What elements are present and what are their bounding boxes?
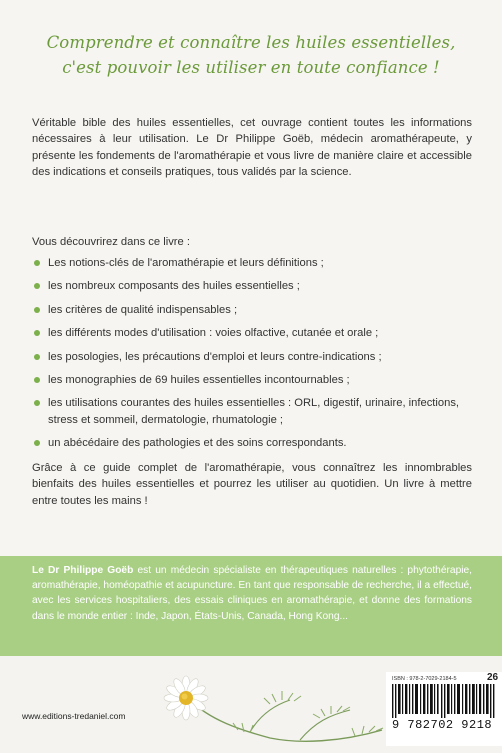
isbn-label: ISBN : 978-2-7029-2184-5	[392, 676, 457, 682]
list-item: les critères de qualité indispensables ;	[32, 302, 472, 318]
tagline-line-2: c'est pouvoir les utiliser en toute confiance !	[62, 58, 440, 77]
list-item: un abécédaire des pathologies et des soins correspondants.	[32, 435, 472, 451]
lead-sentence: Vous découvrirez dans ce livre :	[32, 236, 190, 248]
tagline-line-1: Comprendre et connaître les huiles essentielles,	[46, 33, 456, 52]
author-bio	[32, 563, 472, 624]
bullet-dot-icon	[34, 440, 40, 446]
feature-list	[32, 255, 472, 459]
barcode-number: 9 782702 9218	[392, 718, 493, 732]
author-name: Le Dr Philippe Goëb	[32, 565, 134, 576]
bullet-dot-icon	[34, 260, 40, 266]
barcode-icon	[392, 684, 498, 718]
tagline	[24, 30, 478, 80]
bullet-dot-icon	[34, 377, 40, 383]
chamomile-flower-icon	[150, 660, 390, 750]
price-label: 26	[487, 672, 499, 683]
list-item: les différents modes d'utilisation : voies olfactive, cutanée et orale ;	[32, 325, 472, 341]
closing-paragraph: Grâce à ce guide complet de l'aromathérapie, vous connaîtrez les innombrables bienfaits des huiles essentielles et pourrez les utiliser au quotidien. Un livre à mettre entre toutes les mains !	[32, 462, 472, 507]
list-item: les nombreux composants des huiles essentielles ;	[32, 278, 472, 294]
list-item: les posologies, les précautions d'emploi et leurs contre-indications ;	[32, 349, 472, 365]
author-bio-text: est un médecin spécialiste en thérapeutiques naturelles : phytothérapie, aromathérapie, homéopathie et acupuncture. En tant que responsable de recherche, il a effectué, avec les services hospitaliers, des essais cliniques en aromathérapie, et donne des formations dans le monde entier : Inde, Japon, États-Unis, Canada, Hong Kong...	[32, 565, 472, 622]
publisher-website[interactable]: www.editions-tredaniel.com	[22, 711, 126, 721]
bullet-dot-icon	[34, 400, 40, 406]
bullet-dot-icon	[34, 354, 40, 360]
bullet-dot-icon	[34, 283, 40, 289]
list-item: les monographies de 69 huiles essentielles incontournables ;	[32, 372, 472, 388]
bullet-dot-icon	[34, 330, 40, 336]
bullet-dot-icon	[34, 307, 40, 313]
list-item: Les notions-clés de l'aromathérapie et leurs définitions ;	[32, 255, 472, 271]
list-item: les utilisations courantes des huiles essentielles : ORL, digestif, urinaire, infections, stress et sommeil, dermatologie, rhumatologie ;	[32, 395, 472, 428]
intro-paragraph: Véritable bible des huiles essentielles, cet ouvrage contient toutes les informations nécessaires à leur utilisation. Le Dr Philippe Goëb, médecin aromathérapeute, y présente les fondements de l'aromathérapie et vous livre de manière claire et accessible des indications et conseils pratiques, tous validés par la science.	[32, 117, 472, 179]
